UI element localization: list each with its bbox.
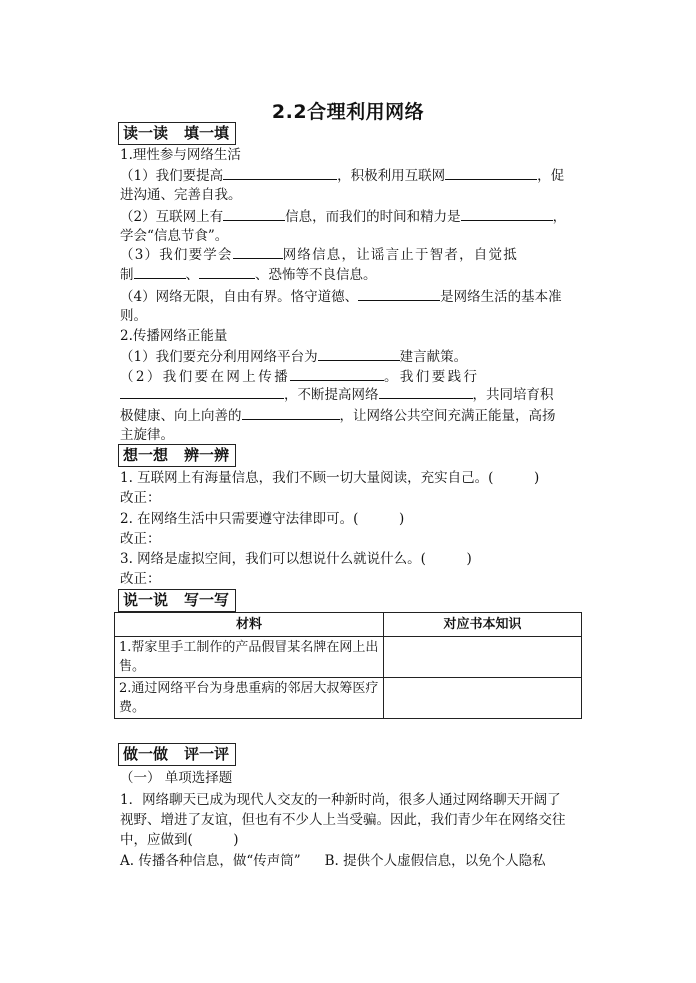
judge-item-3: 3. 网络是虚拟空间，我们可以想说什么就说什么。( ): [120, 551, 472, 567]
fill-blank[interactable]: [199, 264, 255, 279]
section-judge-label: 辨一辨: [184, 446, 230, 464]
fill-blank[interactable]: [223, 206, 285, 221]
question-2-1: （1）我们要充分利用网络平台为 建言献策。: [120, 346, 576, 367]
material-cell: 1.帮家里手工制作的产品假冒某名牌在网上出售。: [115, 637, 384, 678]
fill-blank[interactable]: [233, 244, 283, 259]
section-evaluate-label: 评一评: [184, 745, 230, 763]
fill-blank[interactable]: [461, 206, 553, 221]
question-1-4-cont: 则。: [120, 308, 147, 324]
fill-blank[interactable]: [318, 346, 400, 361]
table-row: [115, 637, 582, 678]
section-fill-label: 填一填: [184, 124, 230, 142]
section-say-label: 说一说: [123, 591, 169, 609]
question-1-2-cont: 学会“信息节食”。: [120, 228, 229, 244]
section-think-label: 想一想: [123, 446, 169, 464]
column-header-knowledge: 对应书本知识: [384, 613, 582, 637]
fill-blank[interactable]: [445, 165, 537, 180]
section-think-judge-heading: [118, 444, 236, 467]
material-table: [114, 612, 582, 719]
choice-question-1-cont2: 中，应做到( ): [120, 832, 239, 848]
table-row: [115, 678, 582, 719]
option-a[interactable]: A. 传播各种信息，做“传声筒”: [120, 853, 301, 869]
question-1-4: （4）网络无限，自由有界。恪守道德、 是网络生活的基本准: [120, 286, 576, 307]
section-read-fill-heading: [118, 122, 236, 145]
page-title: 2.2合理利用网络: [271, 101, 425, 123]
fill-blank[interactable]: [290, 366, 384, 381]
material-cell: 2.通过网络平台为身患重病的邻居大叔筹医疗费。: [115, 678, 384, 719]
fill-blank[interactable]: [242, 405, 340, 420]
table-header-row: [115, 613, 582, 637]
judge-fix-1: 改正：: [120, 490, 161, 506]
subheading-positive-energy: 2.传播网络正能量: [120, 328, 228, 344]
section-do-label: 做一做: [123, 745, 169, 763]
section-do-evaluate-heading: [118, 743, 236, 766]
question-2-2-cont2: 极健康、向上向善的 ，让网络公共空间充满正能量，高扬: [120, 405, 576, 426]
option-b[interactable]: B. 提供个人虚假信息，以免个人隐私: [324, 853, 546, 869]
question-1-2: （2）互联网上有 信息，而我们的时间和精力是 ，: [120, 206, 576, 227]
judge-item-2: 2. 在网络生活中只需要遵守法律即可。( ): [120, 511, 405, 527]
fill-blank[interactable]: [134, 264, 186, 279]
choice-question-1-cont: 视野、增进了友谊，但也有不少人上当受骗。因此，我们青少年在网络交往: [120, 812, 566, 828]
section-say-write-heading: [118, 589, 236, 612]
question-2-2-cont: ，不断提高网络 ，共同培育积: [120, 384, 576, 405]
fill-blank[interactable]: [223, 165, 337, 180]
knowledge-answer-cell[interactable]: [384, 637, 582, 678]
question-1-3-cont: 制 、 、恐怖等不良信息。: [120, 264, 576, 285]
subheading-rational: 1.理性参与网络生活: [120, 147, 241, 163]
fill-blank[interactable]: [379, 384, 473, 399]
question-2-2-cont3: 主旋律。: [120, 427, 174, 443]
section-read-label: 读一读: [123, 124, 169, 142]
question-2-2: （2）我们要在网上传播 。我们要践行: [120, 366, 576, 387]
column-header-material: 材料: [115, 613, 384, 637]
fill-blank[interactable]: [120, 384, 284, 399]
fill-blank[interactable]: [358, 286, 440, 301]
question-1-3: （3）我们要学会 网络信息，让谣言止于智者，自觉抵: [120, 244, 576, 265]
judge-item-1: 1. 互联网上有海量信息，我们不顾一切大量阅读，充实自己。( ): [120, 470, 540, 486]
section-write-label: 写一写: [184, 591, 230, 609]
single-choice-subheading: （一） 单项选择题: [120, 770, 233, 786]
question-1-1: （1）我们要提高 ，积极利用互联网 ，促: [120, 165, 576, 186]
judge-fix-2: 改正：: [120, 531, 161, 547]
knowledge-answer-cell[interactable]: [384, 678, 582, 719]
judge-fix-3: 改正：: [120, 571, 161, 587]
choice-options-row: [120, 851, 576, 871]
choice-question-1: 1．网络聊天已成为现代人交友的一种新时尚，很多人通过网络聊天开阔了: [120, 792, 561, 808]
question-1-1-cont: 进沟通、完善自我。: [120, 187, 242, 203]
